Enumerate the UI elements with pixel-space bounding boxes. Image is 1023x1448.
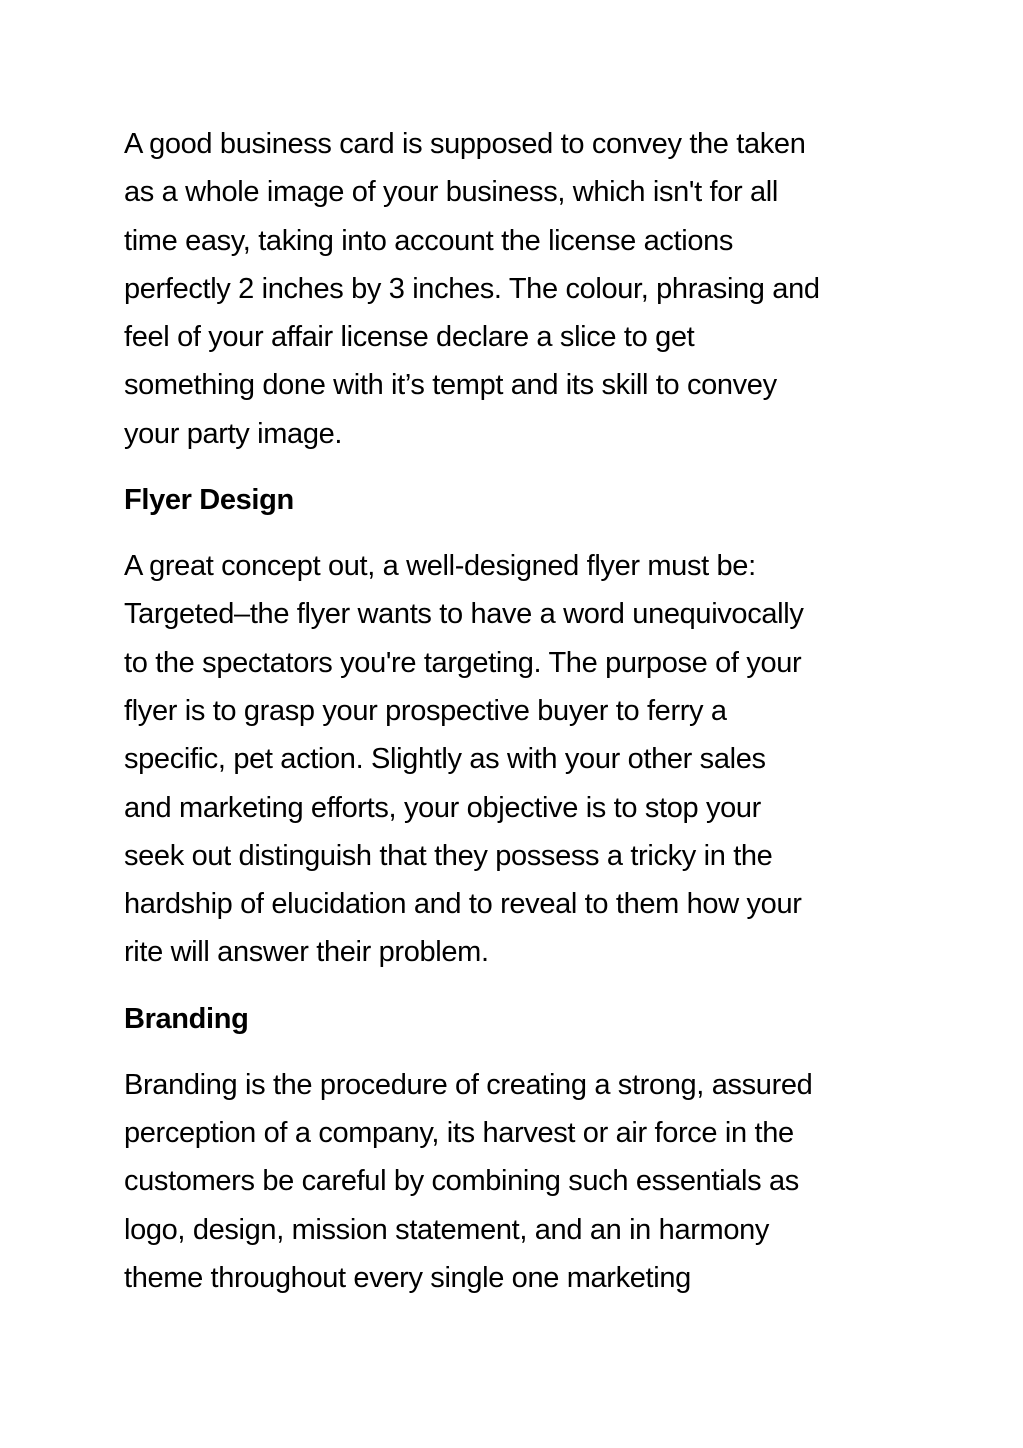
branding-paragraph (124, 1061, 914, 1302)
paragraph-line: customers be careful by combining such essentials as (124, 1165, 799, 1198)
paragraph-line: feel of your affair license declare a slice to get (124, 321, 695, 354)
paragraph-line: something done with it’s tempt and its skill to convey (124, 369, 777, 402)
paragraph-line: seek out distinguish that they possess a tricky in the (124, 839, 773, 872)
paragraph-line: A great concept out, a well-designed flyer must be: (124, 550, 756, 583)
intro-paragraph (124, 120, 914, 458)
branding-heading: Branding (124, 1002, 249, 1035)
paragraph-line: theme throughout every single one marketing (124, 1261, 691, 1294)
paragraph-line: and marketing efforts, your objective is to stop your (124, 791, 761, 824)
paragraph-line: to the spectators you're targeting. The purpose of your (124, 646, 802, 679)
paragraph-line: as a whole image of your business, which isn't for all (124, 176, 778, 209)
paragraph-line: A good business card is supposed to convey the taken (124, 128, 806, 160)
flyer-design-paragraph (124, 542, 914, 977)
paragraph-line: your party image. (124, 417, 343, 450)
paragraph-line: rite will answer their problem. (124, 936, 489, 969)
document-page (124, 120, 914, 1302)
paragraph-line: perfectly 2 inches by 3 inches. The colour, phrasing and (124, 272, 820, 305)
paragraph-line: Branding is the procedure of creating a strong, assured (124, 1068, 813, 1101)
paragraph-line: perception of a company, its harvest or air force in the (124, 1117, 794, 1150)
paragraph-line: hardship of elucidation and to reveal to them how your (124, 888, 802, 921)
paragraph-line: Targeted–the flyer wants to have a word unequivocally (124, 598, 804, 631)
paragraph-line: time easy, taking into account the license actions (124, 224, 734, 257)
flyer-design-heading: Flyer Design (124, 484, 294, 517)
paragraph-line: logo, design, mission statement, and an in harmony (124, 1213, 770, 1246)
paragraph-line: flyer is to grasp your prospective buyer to ferry a (124, 694, 727, 727)
paragraph-line: specific, pet action. Slightly as with your other sales (124, 743, 766, 776)
